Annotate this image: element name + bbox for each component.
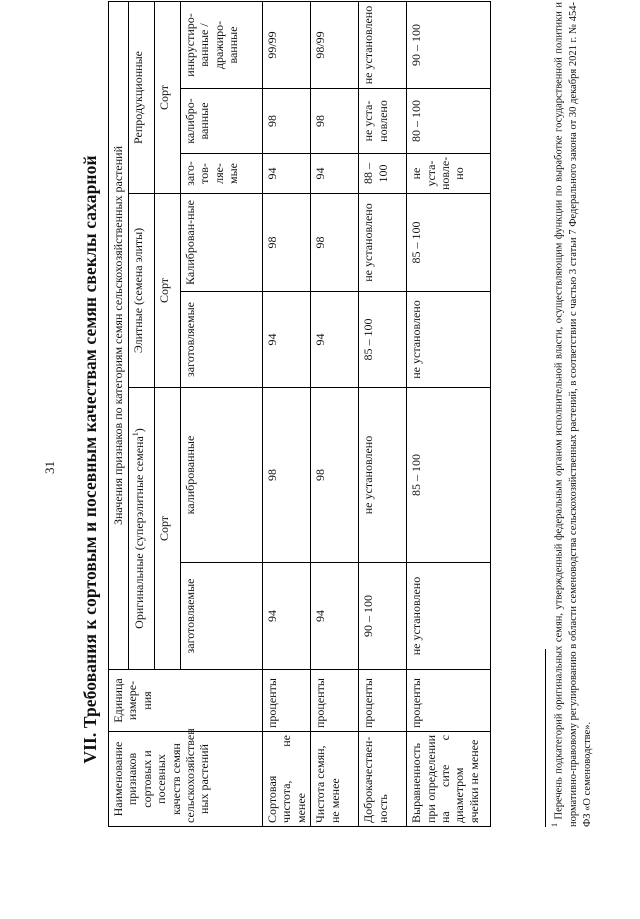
cell: не установлено	[359, 194, 407, 292]
section-heading: VII. Требования к сортовым и посевным качествам семян свеклы сахарной	[80, 155, 100, 764]
cell: 94	[263, 563, 311, 670]
cell: 90 – 100	[359, 563, 407, 670]
table-row	[311, 1, 359, 826]
table-row	[359, 1, 407, 826]
footnote-mark: 1	[131, 432, 140, 437]
cell: не уста-новлено	[359, 89, 407, 154]
cell: не установлено	[407, 563, 491, 670]
cell: 94	[311, 154, 359, 194]
page-number: 31	[42, 461, 57, 474]
cell: 94	[263, 154, 311, 194]
cell: не установлено	[359, 388, 407, 563]
footnote-marker: 1	[550, 823, 559, 827]
sub-elite-prep: заготовляемые	[181, 292, 263, 388]
cell: 98	[263, 89, 311, 154]
header-repro: Репродукционные	[129, 1, 155, 193]
sub-repro-prep: заго-тов-ляе-мые	[181, 154, 263, 194]
cell: 90 – 100	[407, 1, 491, 88]
cell: 98	[263, 194, 311, 292]
cell: не установлено	[407, 292, 491, 388]
row-unit: проценты	[311, 670, 359, 732]
requirements-table	[108, 1, 491, 827]
cell: 94	[263, 292, 311, 388]
cell: 98	[311, 194, 359, 292]
row-unit: проценты	[407, 670, 491, 732]
row-name: Выравненность при определении на сите с диаметром ячейки не менее	[407, 732, 491, 827]
row-name: Чистота семян, не менее	[311, 732, 359, 827]
sub-repro-calib: калибро-ванные	[181, 89, 263, 154]
table-row	[263, 1, 311, 826]
cell: 98	[263, 388, 311, 563]
row-name: Сортовая чистота, не менее	[263, 732, 311, 827]
cell: 88 – 100	[359, 154, 407, 194]
cell: 85 – 100	[407, 388, 491, 563]
sub-elite-calib: Калиброван-ные	[181, 194, 263, 292]
cell: 85 – 100	[359, 292, 407, 388]
footnote-text: Перечень подкатегорий оригинальных семян, утвержденный федеральным органом исполнительной власти, осуществляющим функции по выработке государственной политики и нормативно-правовому регулированию в области семеноводства сельскохозяйственных растений, в соответствии с частью 3 статьи 7 Федерального закона от 30 декабря 2021 г. № 454-ФЗ «О семеноводстве».	[553, 2, 593, 827]
cell: 94	[311, 292, 359, 388]
cell: 98	[311, 89, 359, 154]
header-elite: Элитные (семена элиты)	[129, 194, 155, 388]
row-unit: проценты	[263, 670, 311, 732]
sub-repro-incr: инкрустиро-ванные /дражиро-ванные	[181, 1, 263, 88]
footnote	[550, 2, 595, 827]
sub-orig-calib: калиброванные	[181, 388, 263, 563]
cell: 94	[311, 563, 359, 670]
cell: 80 – 100	[407, 89, 491, 154]
header-values: Значения признаков по категориям семян сельскохозяйственных растений	[109, 1, 129, 669]
cell: 98	[311, 388, 359, 563]
header-original: Оригинальные (суперэлитные семена$^1$)	[129, 388, 155, 670]
cell: не уста-новле-но	[407, 154, 491, 194]
cell: 99/99	[263, 1, 311, 88]
header-name: Наименование признаков сортовых и посевных качеств семян сельскохозяйствен ных растений	[109, 732, 263, 827]
cell: не установлено	[359, 1, 407, 88]
footnote-divider	[545, 649, 546, 827]
sub-orig-prep: заготовляемые	[181, 563, 263, 670]
header-unit: Единица измере-ния	[109, 670, 263, 732]
table-row	[407, 1, 491, 826]
header-sort-elite: Сорт	[155, 194, 181, 388]
row-name: Доброкачествен-ность	[359, 732, 407, 827]
header-sort-repro: Сорт	[155, 1, 181, 193]
cell: 98/99	[311, 1, 359, 88]
row-unit: проценты	[359, 670, 407, 732]
header-sort-original: Сорт	[155, 388, 181, 670]
cell: 85 – 100	[407, 194, 491, 292]
